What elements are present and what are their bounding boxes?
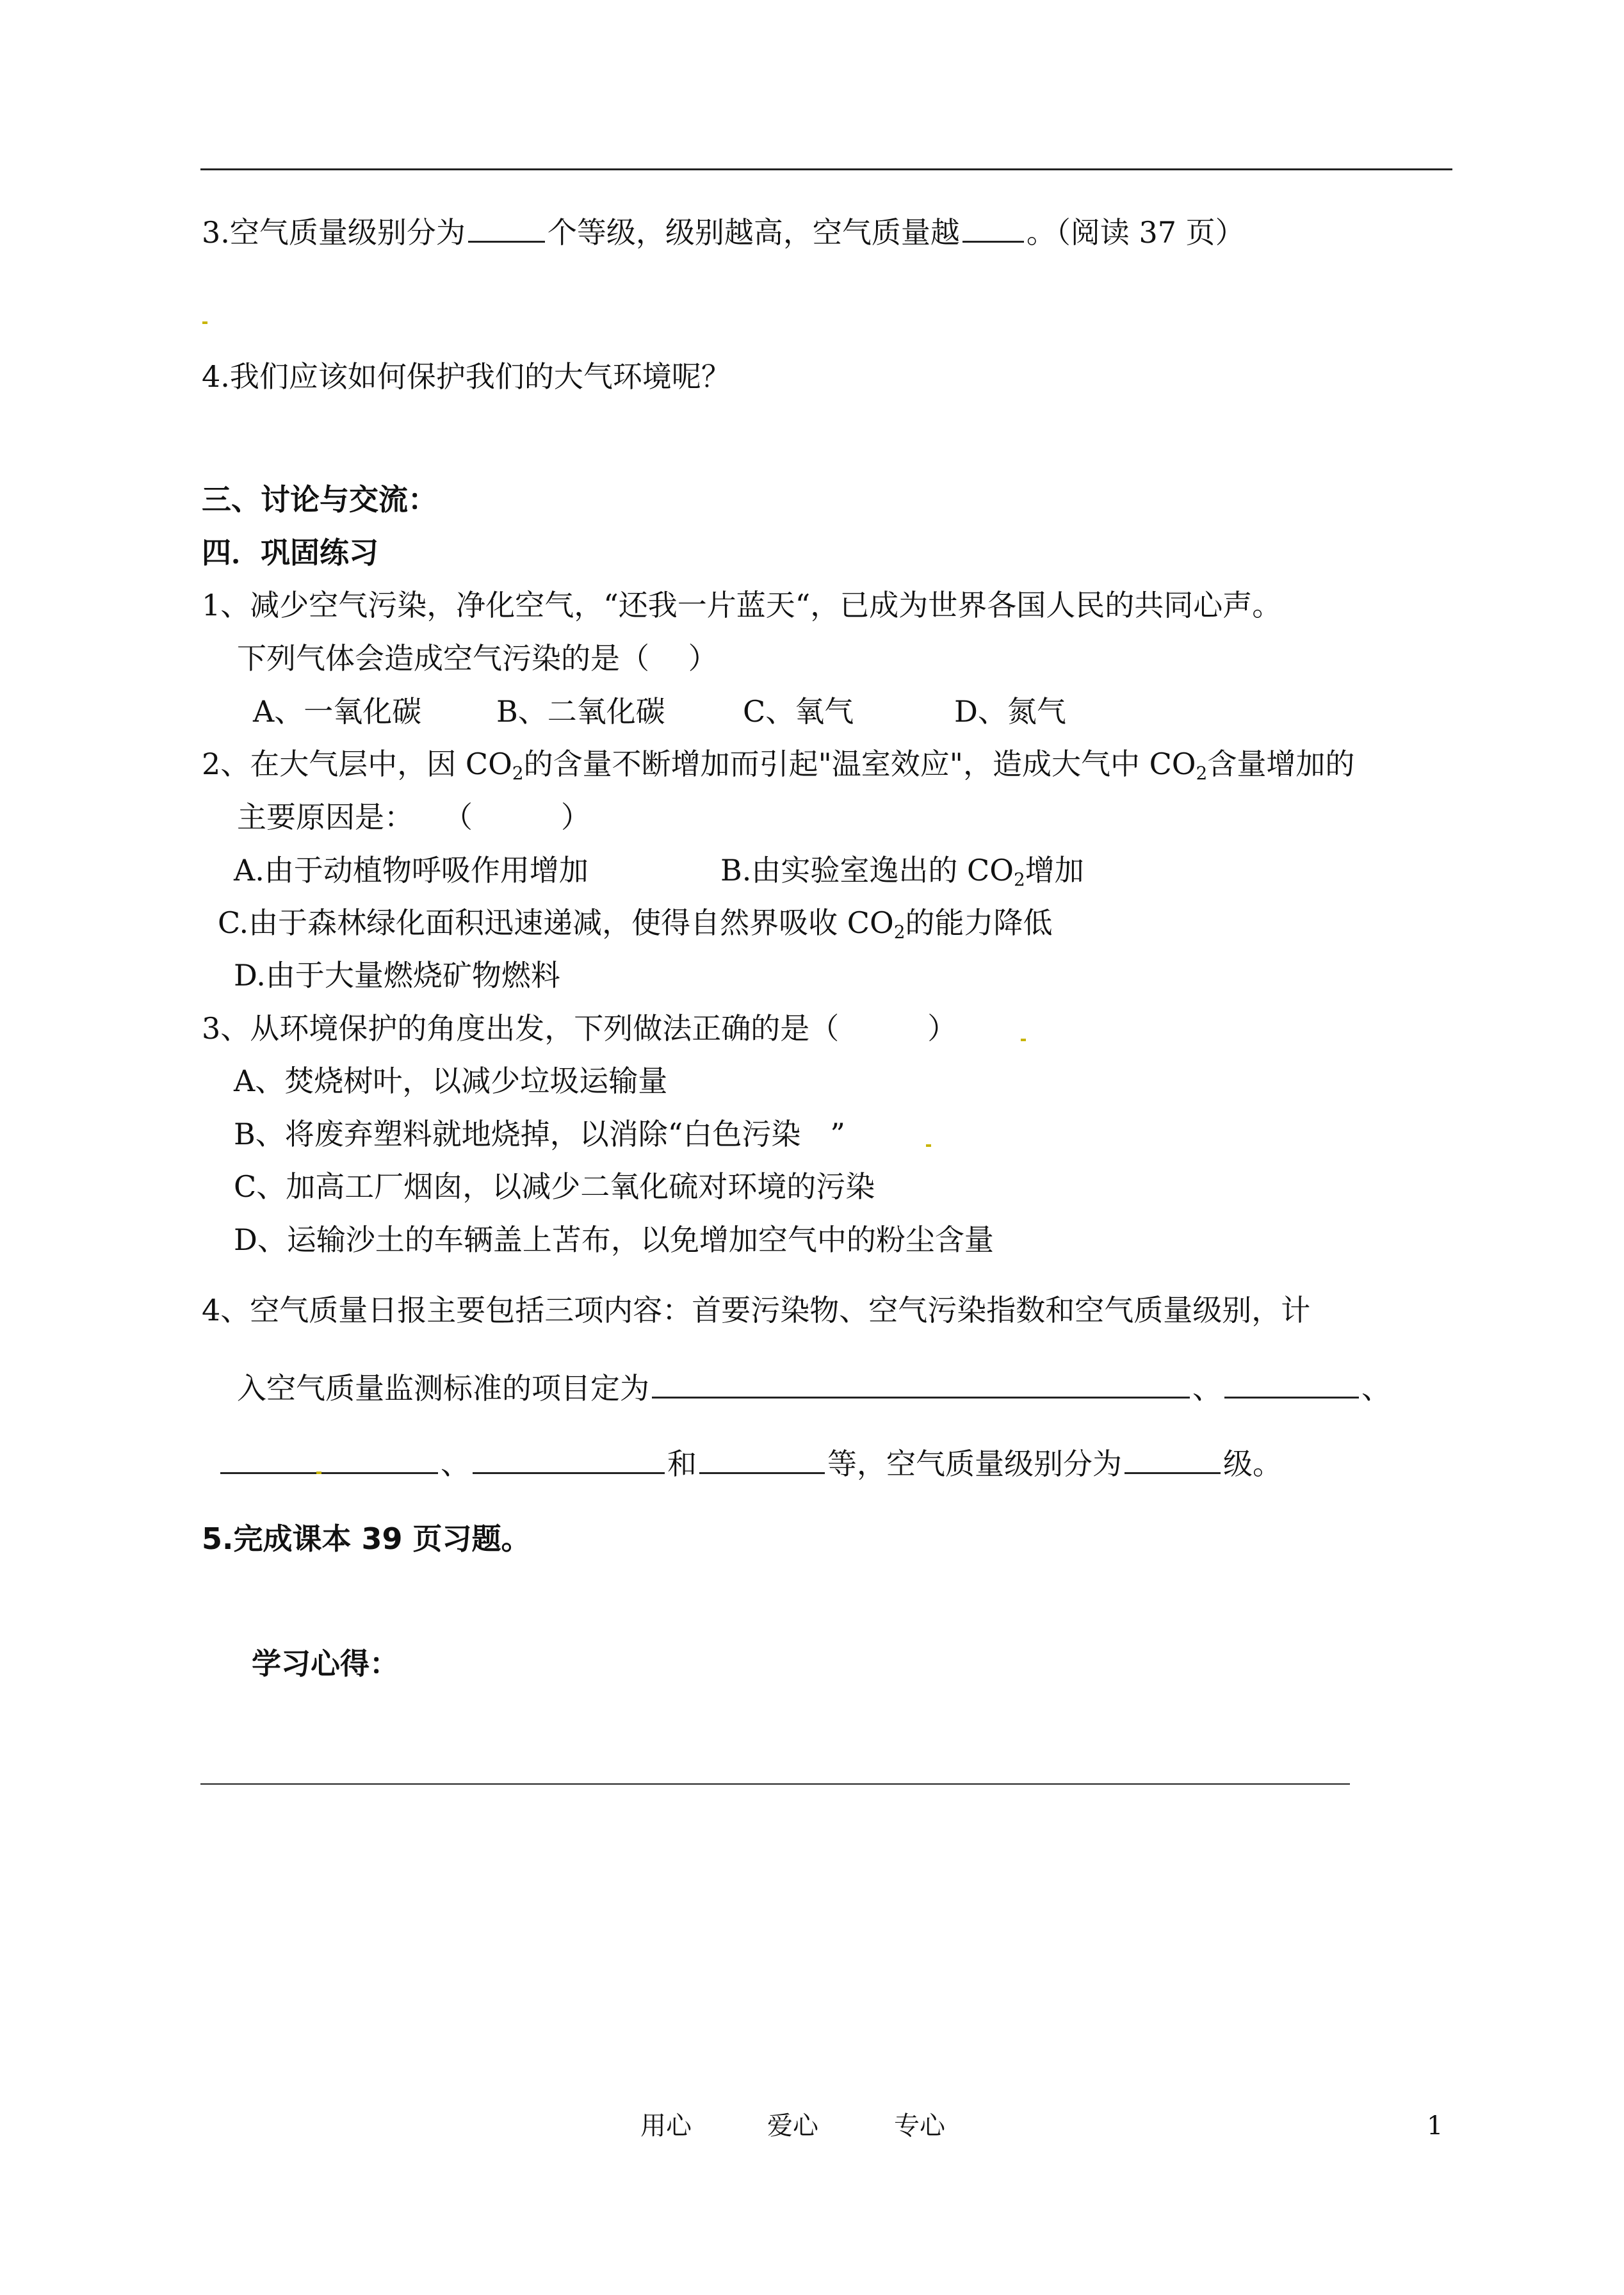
page-number: 1 — [1427, 2111, 1443, 2141]
ex3-option-a: A、焚烧树叶，以减少垃圾运输量 — [234, 1064, 668, 1098]
ex1-option-d: D、氮气 — [954, 694, 1066, 729]
ex2-option-d: D.由于大量燃烧矿物燃料 — [234, 958, 560, 993]
ex4-line1: 4、空气质量日报主要包括三项内容：首要污染物、空气污染指数和空气质量级别，计 — [202, 1293, 1311, 1327]
header-rule — [200, 168, 1452, 170]
ex3-option-c: C、加高工厂烟囱，以减少二氧化硫对环境的污染 — [234, 1169, 875, 1204]
ex3-option-d: D、运输沙土的车辆盖上苫布，以免增加空气中的粉尘含量 — [234, 1222, 994, 1257]
ex1-option-c: C、氧气 — [743, 694, 854, 729]
section-3-title: 三、讨论与交流： — [202, 482, 437, 517]
blank-grade-count[interactable] — [468, 218, 545, 243]
decor-dot — [202, 321, 207, 324]
ex2-line2: 主要原因是： （ ） — [237, 800, 590, 834]
blank-grade-levels[interactable] — [1125, 1449, 1221, 1474]
blank-item-5[interactable] — [699, 1449, 825, 1474]
ex4-line2: 入空气质量监测标准的项目定为 、 、 — [237, 1371, 1391, 1406]
ex4-line3: 、 和 等，空气质量级别分为 级。 — [218, 1449, 1282, 1479]
notes-title: 学习心得： — [252, 1646, 399, 1681]
decor-dot — [1021, 1039, 1026, 1041]
blank-item-2[interactable] — [1224, 1374, 1359, 1399]
blank-item-3[interactable] — [220, 1449, 438, 1474]
ex1-option-a: A、一氧化碳 — [253, 694, 422, 729]
blank-item-1[interactable] — [652, 1374, 1190, 1399]
ex1-line1: 1、减少空气污染，净化空气，“还我一片蓝天“，已成为世界各国人民的共同心声。 — [202, 588, 1282, 622]
ex1-option-b: B、二氧化碳 — [496, 694, 665, 729]
footer-word-2: 爱心 — [767, 2111, 818, 2141]
question-4: 4.我们应该如何保护我们的大气环境呢？ — [202, 359, 731, 394]
notes-rule — [200, 1783, 1350, 1785]
footer-word-3: 专心 — [894, 2111, 945, 2141]
blank-item-4[interactable] — [473, 1449, 665, 1474]
ex3-option-b: B、将废弃塑料就地烧掉，以消除“白色污染 ” — [234, 1117, 845, 1151]
ex2-line1: 2、在大气层中，因 $CO_2$的含量不断增加而引起"温室效应"，造成大气中 $CO_2$含量增加的 — [202, 747, 1355, 784]
blank-quality[interactable] — [962, 218, 1024, 243]
ex2-option-b: B.由实验室逸出的 $CO_2$增加 — [720, 853, 1084, 890]
section-4-title: 四．巩固练习 — [202, 535, 378, 570]
footer-word-1: 用心 — [640, 2111, 692, 2141]
question-3: 3.空气质量级别分为 个等级，级别越高，空气质量越 。（阅读 37 页） — [202, 215, 1245, 250]
decor-dot — [926, 1144, 931, 1147]
ex3-line1: 3、从环境保护的角度出发，下列做法正确的是（ ） — [202, 1011, 957, 1046]
ex2-option-c: C.由于森林绿化面积迅速递减，使得自然界吸收 $CO_2$的能力降低 — [218, 905, 1053, 943]
ex5: 5.完成课本 39 页习题。 — [202, 1521, 531, 1556]
decor-dot — [316, 1472, 321, 1474]
ex1-line2: 下列气体会造成空气污染的是（ ） — [237, 641, 718, 676]
ex2-option-a: A.由于动植物呼吸作用增加 — [234, 853, 589, 888]
